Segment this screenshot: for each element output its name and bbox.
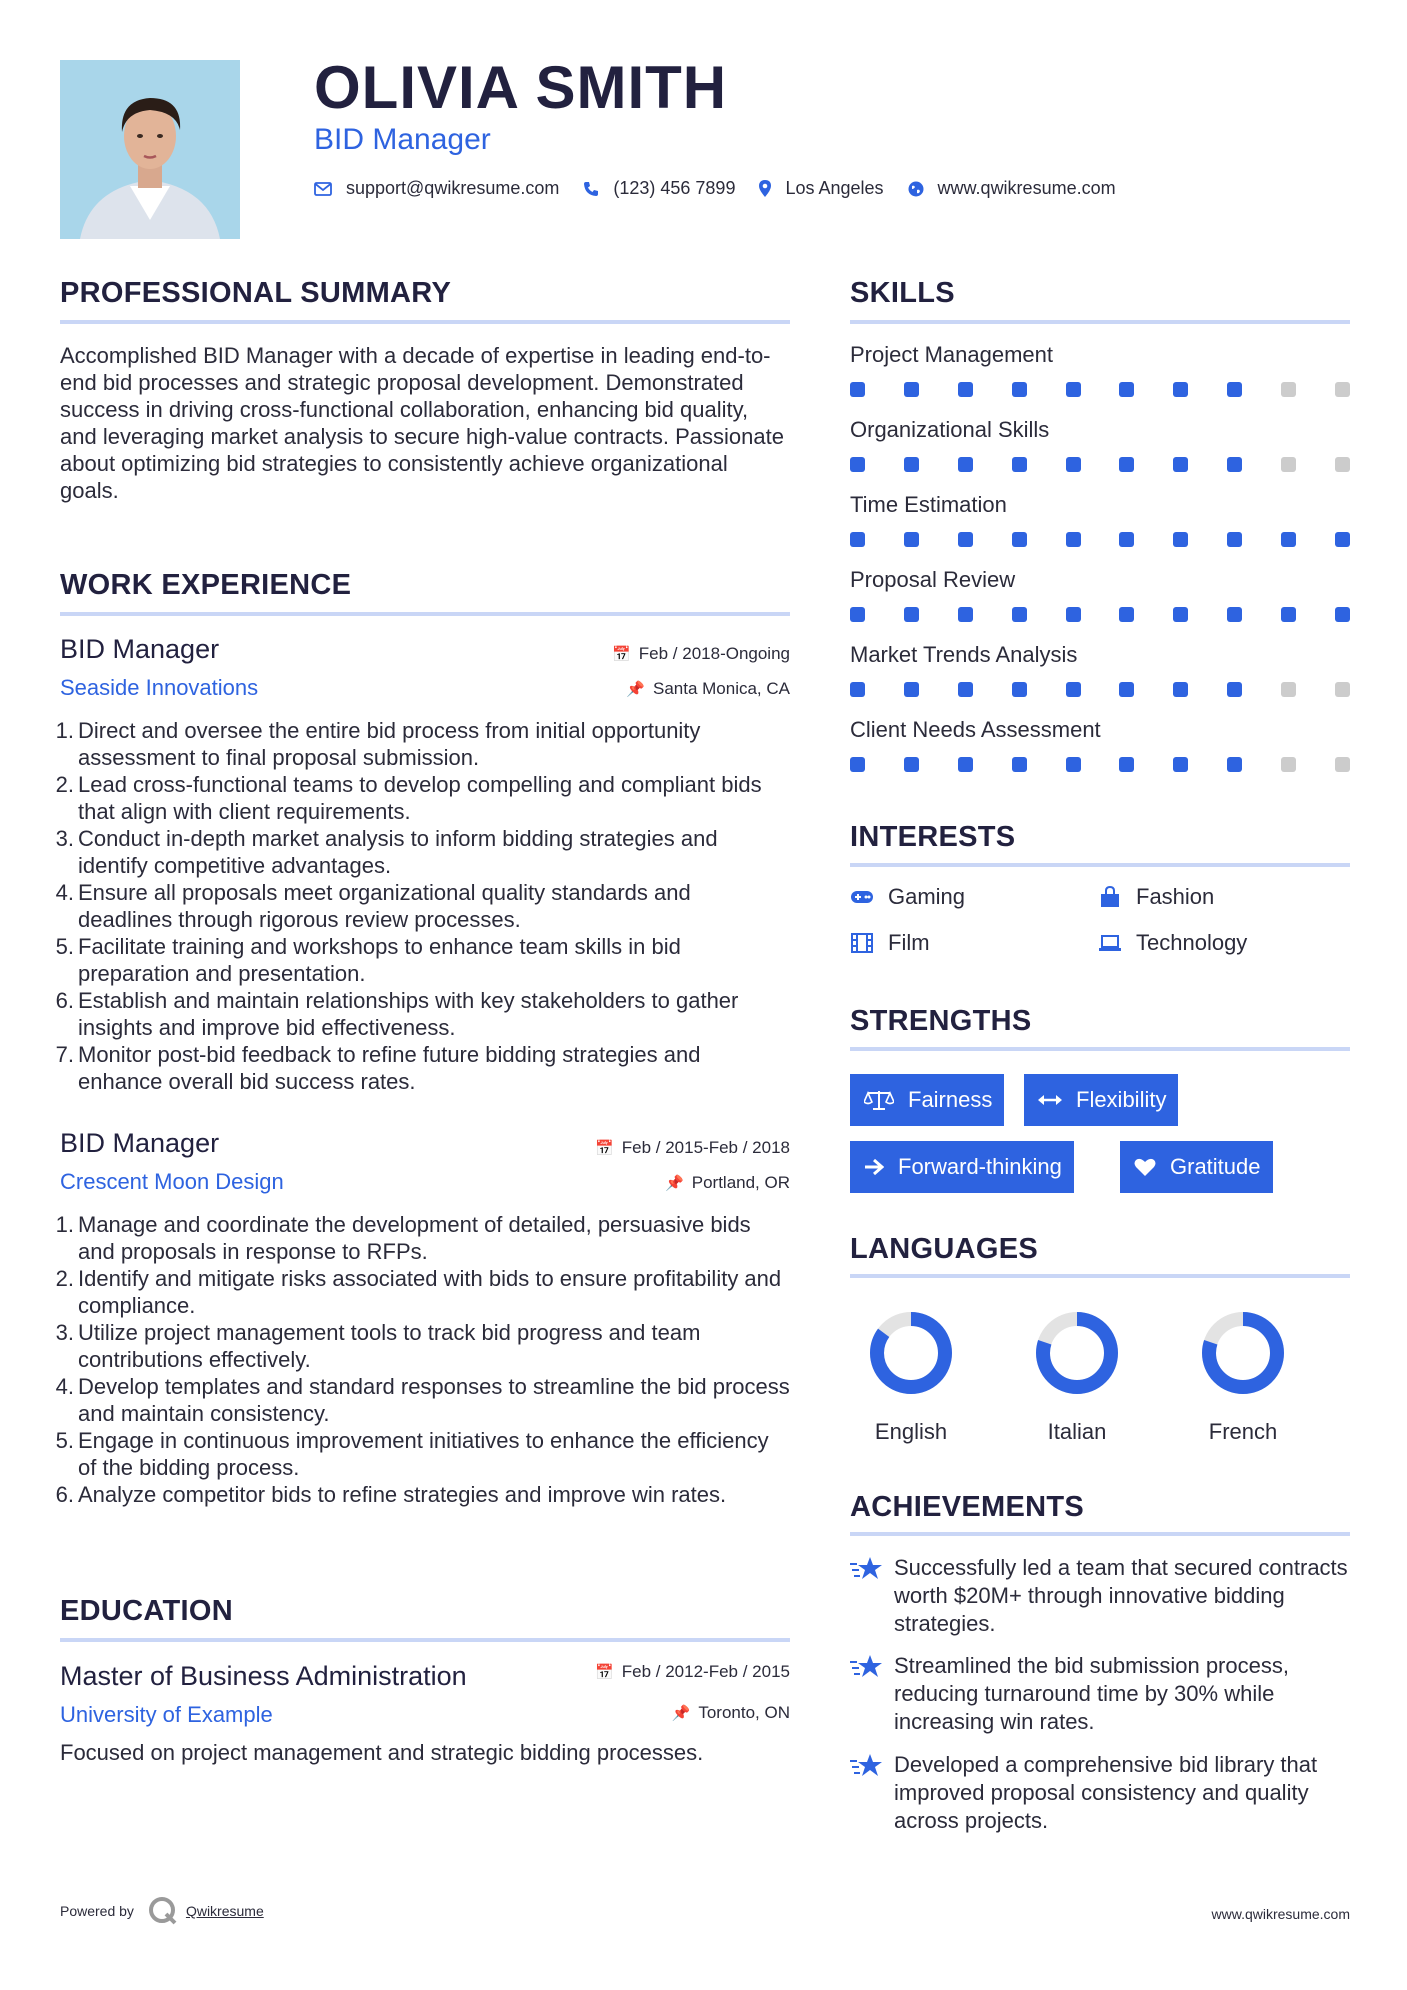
- skill-rating-dot: [1173, 757, 1188, 772]
- interest-item: Fashion: [1098, 886, 1214, 908]
- interest-item: Gaming: [850, 886, 965, 908]
- heart-icon: [1134, 1157, 1156, 1177]
- skill-rating-dot: [1335, 457, 1350, 472]
- list-item: Analyze competitor bids to refine strategies and improve win rates.: [78, 1482, 727, 1507]
- skill-rating-dot: [1066, 607, 1081, 622]
- job-company: Crescent Moon Design: [60, 1169, 284, 1194]
- skill-rating: [850, 607, 1350, 622]
- skill-item: [850, 494, 1350, 547]
- job-title: BID Manager: [60, 634, 220, 664]
- strength-tag: Flexibility: [1024, 1074, 1178, 1126]
- skill-rating-dot: [850, 607, 865, 622]
- languages-divider: [850, 1274, 1350, 1278]
- skill-label: Time Estimation: [850, 492, 1007, 517]
- experience-divider: [60, 612, 790, 616]
- skill-rating-dot: [1227, 607, 1242, 622]
- education-divider: [60, 1638, 790, 1642]
- phone-icon: [583, 181, 599, 197]
- skill-label: Project Management: [850, 342, 1053, 367]
- skill-rating-dot: [1281, 607, 1296, 622]
- skill-rating: [850, 382, 1350, 397]
- pushpin-icon: 📌: [665, 1175, 684, 1192]
- job-responsibilities: [60, 717, 790, 1095]
- languages-heading: LANGUAGES: [850, 1233, 1038, 1265]
- skill-rating-dot: [958, 607, 973, 622]
- skill-rating-dot: [1012, 532, 1027, 547]
- footer-brand-link[interactable]: Qwikresume: [185, 1903, 264, 1919]
- list-item: Identify and mitigate risks associated with bids to ensure profitability and compliance.: [78, 1266, 782, 1318]
- job-title: BID Manager: [60, 1128, 220, 1158]
- candidate-name: OLIVIA SMITH: [314, 54, 728, 121]
- skill-rating: [850, 532, 1350, 547]
- skill-rating-dot: [958, 457, 973, 472]
- achievements-heading: ACHIEVEMENTS: [850, 1491, 1085, 1523]
- skill-rating-dot: [1012, 382, 1027, 397]
- skill-rating-dot: [1173, 682, 1188, 697]
- skill-rating-dot: [1335, 607, 1350, 622]
- skill-item: [850, 719, 1350, 772]
- skill-rating-dot: [850, 457, 865, 472]
- arrow-right-icon: [864, 1158, 884, 1176]
- pushpin-icon: 📌: [671, 1705, 691, 1722]
- job-location: 📌 Santa Monica, CA: [626, 679, 790, 698]
- skill-rating-dot: [1335, 382, 1350, 397]
- skill-rating-dot: [850, 532, 865, 547]
- skill-rating-dot: [1281, 757, 1296, 772]
- list-item: Monitor post-bid feedback to refine future bidding strategies and enhance overall bid success rates.: [78, 1042, 701, 1094]
- skill-rating-dot: [1335, 757, 1350, 772]
- film-icon: [850, 933, 874, 953]
- language-item: [856, 1308, 966, 1445]
- skill-item: [850, 569, 1350, 622]
- skill-rating-dot: [1335, 532, 1350, 547]
- skill-rating-dot: [1227, 457, 1242, 472]
- job-location: 📌 Portland, OR: [665, 1173, 790, 1192]
- list-item: Engage in continuous improvement initiatives to enhance the efficiency of the bidding process.: [78, 1428, 769, 1480]
- skill-rating-dot: [1227, 532, 1242, 547]
- contact-website[interactable]: www.qwikresume.com: [937, 178, 1116, 198]
- language-proficiency-chart: [1198, 1308, 1288, 1398]
- interest-item: Technology: [1098, 932, 1247, 954]
- job-dates: 📅 Feb / 2015-Feb / 2018: [595, 1138, 790, 1157]
- list-item: Facilitate training and workshops to enhance team skills in bid preparation and presentation.: [78, 934, 681, 986]
- envelope-icon: [314, 182, 332, 196]
- pushpin-icon: 📌: [626, 681, 645, 698]
- footer-url[interactable]: www.qwikresume.com: [1211, 1906, 1350, 1922]
- balance-scale-icon: [864, 1089, 894, 1111]
- skill-rating-dot: [1281, 682, 1296, 697]
- skill-label: Client Needs Assessment: [850, 717, 1101, 742]
- list-item: Manage and coordinate the development of detailed, persuasive bids and proposals in response to RFPs.: [78, 1212, 751, 1264]
- gamepad-icon: [850, 889, 874, 905]
- interest-item: Film: [850, 932, 930, 954]
- skill-rating-dot: [1119, 757, 1134, 772]
- education-dates: 📅 Feb / 2012-Feb / 2015: [595, 1662, 790, 1681]
- skill-rating: [850, 757, 1350, 772]
- experience-heading: WORK EXPERIENCE: [60, 569, 352, 601]
- contact-email[interactable]: support@qwikresume.com: [346, 178, 560, 198]
- calendar-icon: 📅: [595, 1664, 614, 1681]
- skill-rating: [850, 457, 1350, 472]
- language-item: [1022, 1308, 1132, 1445]
- shopping-bag-icon: [1098, 886, 1122, 908]
- map-marker-icon: [759, 180, 771, 197]
- contact-bar: [314, 178, 1140, 199]
- achievements-divider: [850, 1532, 1350, 1536]
- laptop-icon: [1098, 934, 1122, 952]
- skill-label: Proposal Review: [850, 567, 1016, 592]
- skill-rating-dot: [904, 457, 919, 472]
- summary-divider: [60, 320, 790, 324]
- skill-rating-dot: [958, 682, 973, 697]
- strengths-heading: STRENGTHS: [850, 1005, 1032, 1037]
- list-item: Ensure all proposals meet organizational quality standards and deadlines through rigorous review processes.: [78, 880, 691, 932]
- contact-location: Los Angeles: [785, 178, 884, 198]
- skill-rating-dot: [1066, 682, 1081, 697]
- skill-rating-dot: [1012, 607, 1027, 622]
- list-item: Lead cross-functional teams to develop compelling and compliant bids that align with client requirements.: [78, 772, 762, 824]
- job-company: Seaside Innovations: [60, 675, 259, 700]
- star-icon: [850, 1652, 894, 1736]
- strength-tag: Fairness: [850, 1074, 1004, 1126]
- skill-rating: [850, 682, 1350, 697]
- school-name: University of Example: [60, 1702, 273, 1727]
- skill-rating-dot: [1012, 682, 1027, 697]
- skill-rating-dot: [1066, 457, 1081, 472]
- achievement-item: Streamlined the bid submission process, reducing turnaround time by 30% while increasing win rates.: [850, 1652, 1350, 1736]
- skill-rating-dot: [1012, 457, 1027, 472]
- profile-photo: [60, 60, 240, 239]
- interests-divider: [850, 863, 1350, 867]
- skill-label: Market Trends Analysis: [850, 642, 1078, 667]
- education-heading: EDUCATION: [60, 1595, 233, 1627]
- skill-rating-dot: [1173, 382, 1188, 397]
- skill-item: [850, 644, 1350, 697]
- contact-phone[interactable]: (123) 456 7899: [613, 178, 736, 198]
- arrows-horizontal-icon: [1038, 1093, 1062, 1107]
- skill-rating-dot: [850, 682, 865, 697]
- skill-rating-dot: [904, 757, 919, 772]
- language-item: [1188, 1308, 1298, 1445]
- skill-rating-dot: [1119, 532, 1134, 547]
- skill-rating-dot: [1281, 382, 1296, 397]
- skill-item: [850, 419, 1350, 472]
- skill-rating-dot: [1066, 532, 1081, 547]
- skill-rating-dot: [904, 607, 919, 622]
- job-responsibilities: [60, 1211, 790, 1508]
- qwikresume-logo-icon: [148, 1896, 178, 1926]
- skill-rating-dot: [958, 382, 973, 397]
- skill-rating-dot: [850, 757, 865, 772]
- skill-rating-dot: [1066, 382, 1081, 397]
- footer-powered-by: Powered by Qwikresume: [60, 1896, 264, 1926]
- language-label: French: [1208, 1419, 1278, 1444]
- list-item: Establish and maintain relationships with key stakeholders to gather insights and improve bid effectiveness.: [78, 988, 739, 1040]
- skill-label: Organizational Skills: [850, 417, 1050, 442]
- job-dates: 📅 Feb / 2018-Ongoing: [612, 644, 790, 663]
- summary-heading: PROFESSIONAL SUMMARY: [60, 277, 452, 309]
- list-item: Utilize project management tools to track bid progress and team contributions effectively.: [78, 1320, 701, 1372]
- skill-rating-dot: [1119, 682, 1134, 697]
- language-label: Italian: [1047, 1419, 1107, 1444]
- skill-rating-dot: [1227, 682, 1242, 697]
- skill-rating-dot: [1012, 757, 1027, 772]
- summary-text: Accomplished BID Manager with a decade of expertise in leading end-to-end bid processes and strategic proposal development. Demonstrated success in driving cross-functional collaboration, enhancing bid quality, and leveraging market analysis to secure high-value contracts. Passionate about optimizing bid strategies to consistently achieve organizational goals.: [60, 343, 784, 503]
- strengths-divider: [850, 1047, 1350, 1051]
- skill-rating-dot: [958, 757, 973, 772]
- star-icon: [850, 1751, 894, 1835]
- list-item: Conduct in-depth market analysis to inform bidding strategies and identify competitive advantages.: [78, 826, 718, 878]
- skill-rating-dot: [1173, 457, 1188, 472]
- star-icon: [850, 1554, 894, 1638]
- skill-rating-dot: [1066, 757, 1081, 772]
- achievement-item: Developed a comprehensive bid library that improved proposal consistency and quality across projects.: [850, 1751, 1350, 1835]
- language-label: English: [874, 1419, 948, 1444]
- skill-rating-dot: [1119, 382, 1134, 397]
- skill-rating-dot: [1281, 532, 1296, 547]
- skill-rating-dot: [904, 682, 919, 697]
- skills-heading: SKILLS: [850, 277, 955, 309]
- skill-rating-dot: [904, 532, 919, 547]
- degree-title: Master of Business Administration: [60, 1661, 467, 1691]
- calendar-icon: 📅: [595, 1140, 614, 1157]
- strength-tag: Forward-thinking: [850, 1141, 1074, 1193]
- skill-rating-dot: [1227, 757, 1242, 772]
- calendar-icon: 📅: [612, 646, 631, 663]
- skill-rating-dot: [1119, 607, 1134, 622]
- education-description: Focused on project management and strategic bidding processes.: [60, 1740, 704, 1765]
- achievement-item: Successfully led a team that secured contracts worth $20M+ through innovative bidding strategies.: [850, 1554, 1350, 1638]
- globe-icon: [908, 181, 924, 197]
- skill-rating-dot: [958, 532, 973, 547]
- skills-divider: [850, 320, 1350, 324]
- skill-rating-dot: [1227, 382, 1242, 397]
- strength-tag: Gratitude: [1120, 1141, 1273, 1193]
- skill-rating-dot: [1281, 457, 1296, 472]
- skill-rating-dot: [1119, 457, 1134, 472]
- language-proficiency-chart: [866, 1308, 956, 1398]
- list-item: Develop templates and standard responses to streamline the bid process and maintain consistency.: [78, 1374, 790, 1426]
- skill-rating-dot: [904, 382, 919, 397]
- list-item: Direct and oversee the entire bid process from initial opportunity assessment to final proposal submission.: [78, 718, 701, 770]
- interests-heading: INTERESTS: [850, 821, 1016, 853]
- candidate-title: BID Manager: [314, 123, 491, 156]
- skill-item: [850, 344, 1350, 397]
- skill-rating-dot: [850, 382, 865, 397]
- skill-rating-dot: [1335, 682, 1350, 697]
- skill-rating-dot: [1173, 607, 1188, 622]
- skill-rating-dot: [1173, 532, 1188, 547]
- language-proficiency-chart: [1032, 1308, 1122, 1398]
- education-location: 📌 Toronto, ON: [671, 1703, 790, 1722]
